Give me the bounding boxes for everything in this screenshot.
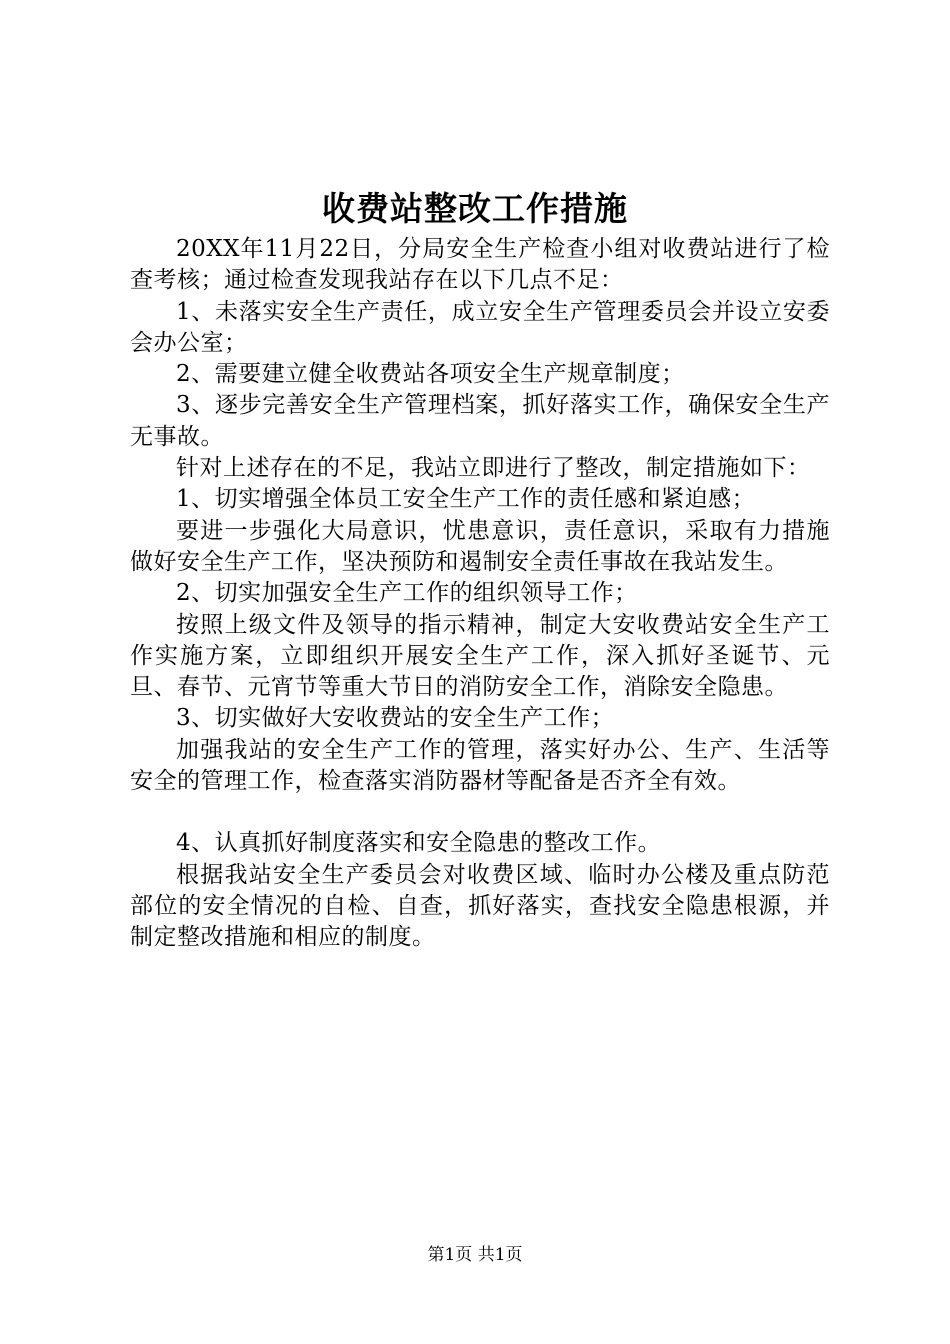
paragraph-measure-2-detail: 按照上级文件及领导的指示精神，制定大安收费站安全生产工作实施方案，立即组织开展安全生产工作，深入抓好圣诞节、元旦、春节、元宵节等重大节日的消防安全工作，消除安全隐患。 (130, 611, 830, 701)
paragraph-measure-4-heading: 4、认真抓好制度落实和安全隐患的整改工作。 (176, 830, 662, 857)
paragraph-measures-intro: 针对上述存在的不足，我站立即进行了整改，制定措施如下： (176, 455, 811, 482)
paragraph-measure-4-detail: 根据我站安全生产委员会对收费区域、临时办公楼及重点防范部位的安全情况的自检、自查，抓好落实，查找安全隐患根源，并制定整改措施和相应的制度。 (130, 861, 830, 951)
paragraph-measure-2-heading: 2、切实加强安全生产工作的组织领导工作； (176, 580, 638, 607)
paragraph-deficiency-1: 1、未落实安全生产责任，成立安全生产管理委员会并设立安委会办公室； (130, 298, 830, 356)
paragraph-deficiency-3: 3、逐步完善安全生产管理档案，抓好落实工作，确保安全生产无事故。 (130, 392, 830, 450)
paragraph-spacer (130, 797, 830, 828)
paragraph-measure-3-detail: 加强我站的安全生产工作的管理，落实好办公、生产、生活等安全的管理工作，检查落实消防器材等配备是否齐全有效。 (130, 736, 830, 795)
page-number-footer: 第1页 共1页 (427, 1245, 523, 1265)
paragraph-deficiency-2: 2、需要建立健全收费站各项安全生产规章制度； (176, 361, 685, 388)
document-body (130, 234, 830, 954)
document-title: 收费站整改工作措施 (322, 189, 628, 228)
paragraph-measure-1-detail: 要进一步强化大局意识，忧患意识，责任意识，采取有力措施做好安全生产工作，坚决预防和遏制安全责任事故在我站发生。 (130, 517, 830, 575)
paragraph-intro: 20XX年11月22日，分局安全生产检查小组对收费站进行了检查考核；通过检查发现我站存在以下几点不足： (130, 236, 830, 294)
paragraph-measure-1-heading: 1、切实增强全体员工安全生产工作的责任感和紧迫感； (176, 486, 756, 513)
paragraph-measure-3-heading: 3、切实做好大安收费站的安全生产工作； (176, 705, 615, 732)
